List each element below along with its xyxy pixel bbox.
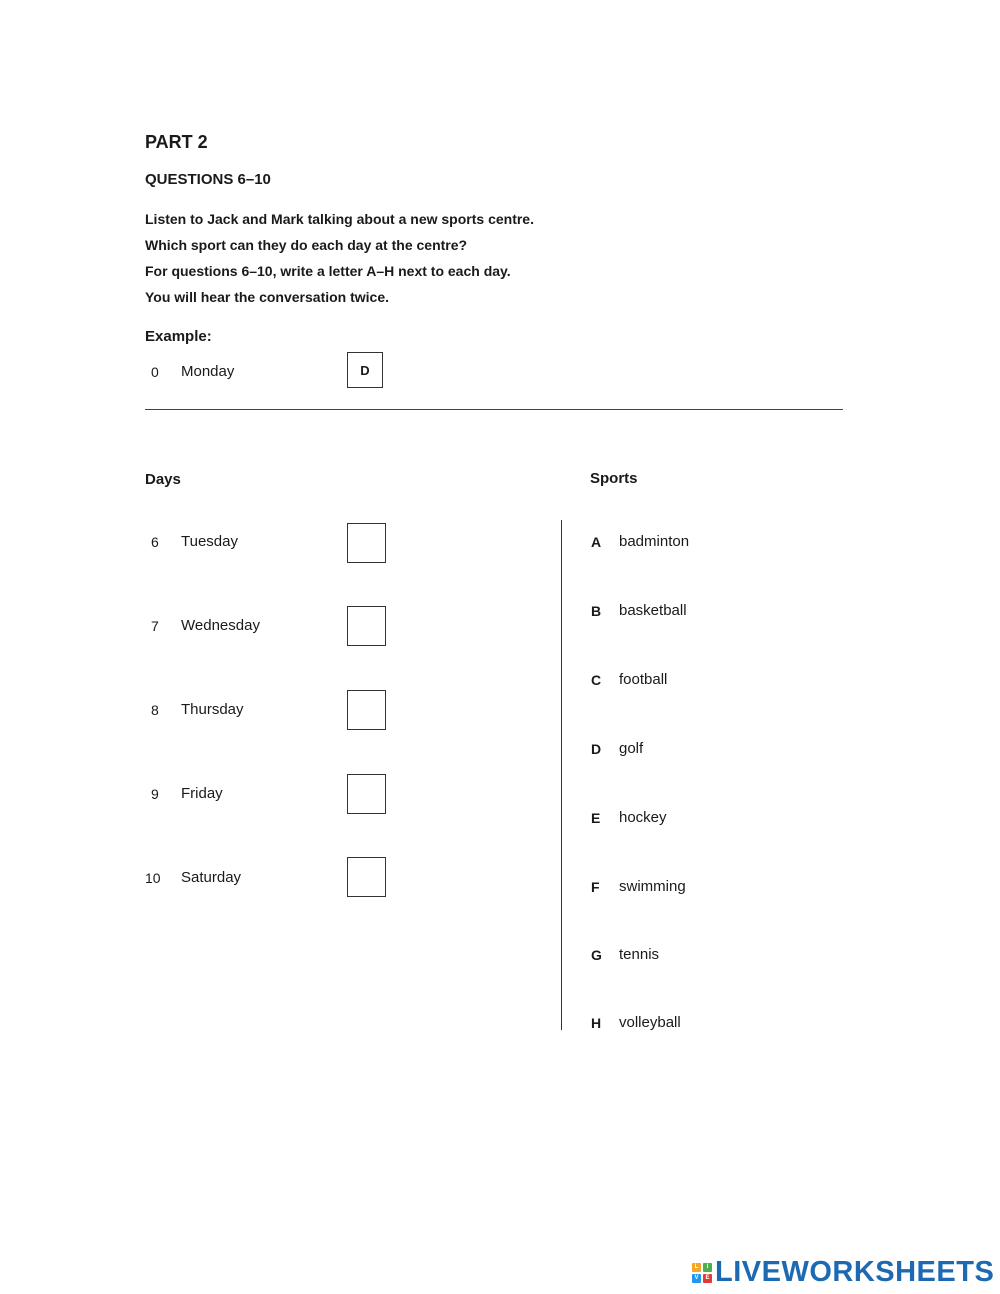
sport-name: swimming <box>619 878 686 895</box>
answer-box-8[interactable] <box>347 690 386 730</box>
logo-text: LIVEWORKSHEETS <box>715 1256 995 1288</box>
sport-name: football <box>619 671 668 688</box>
sport-letter: F <box>591 879 600 895</box>
logo-mark-icon <box>692 1263 712 1283</box>
part-title: PART 2 <box>145 132 208 152</box>
instruction-line: Listen to Jack and Mark talking about a new sports centre. <box>145 211 534 227</box>
sport-letter: B <box>591 603 602 619</box>
day-label: Thursday <box>181 701 244 718</box>
logo-mark-cell: V <box>692 1274 701 1283</box>
liveworksheets-logo[interactable] <box>692 1256 994 1289</box>
sport-name: golf <box>619 740 644 757</box>
sport-name: tennis <box>619 946 660 963</box>
sport-letter: E <box>591 810 601 826</box>
sport-letter: C <box>591 672 602 688</box>
day-label: Friday <box>181 785 223 802</box>
sport-name: volleyball <box>619 1014 681 1031</box>
example-label: Example: <box>145 328 212 345</box>
sport-letter: H <box>591 1015 602 1031</box>
days-heading: Days <box>145 471 181 488</box>
sport-letter: A <box>591 534 602 550</box>
example-day: Monday <box>181 363 235 380</box>
sport-name: hockey <box>619 809 667 826</box>
answer-box-6[interactable] <box>347 523 386 563</box>
question-number: 10 <box>145 870 161 886</box>
example-answer-box: D <box>347 352 383 388</box>
logo-mark-cell: I <box>703 1263 712 1272</box>
logo-mark-cell: L <box>692 1263 701 1272</box>
day-label: Tuesday <box>181 533 238 550</box>
sports-heading: Sports <box>590 470 638 487</box>
column-divider <box>561 520 562 1030</box>
day-label: Saturday <box>181 869 242 886</box>
instruction-line: You will hear the conversation twice. <box>145 289 390 305</box>
question-number: 8 <box>151 702 159 718</box>
logo-mark-cell: E <box>703 1274 712 1283</box>
sport-name: badminton <box>619 533 690 550</box>
question-number: 7 <box>151 618 159 634</box>
day-label: Wednesday <box>181 617 260 634</box>
answer-box-10[interactable] <box>347 857 386 897</box>
sport-letter: D <box>591 741 602 757</box>
question-number: 9 <box>151 786 159 802</box>
answer-box-7[interactable] <box>347 606 386 646</box>
sport-name: basketball <box>619 602 687 619</box>
sport-letter: G <box>591 947 602 963</box>
instruction-line: For questions 6–10, write a letter A–H next to each day. <box>145 263 511 279</box>
question-number: 6 <box>151 534 159 550</box>
answer-box-9[interactable] <box>347 774 386 814</box>
example-number: 0 <box>151 364 159 380</box>
instruction-line: Which sport can they do each day at the centre? <box>145 237 468 253</box>
questions-title: QUESTIONS 6–10 <box>145 171 271 188</box>
divider <box>145 409 843 410</box>
